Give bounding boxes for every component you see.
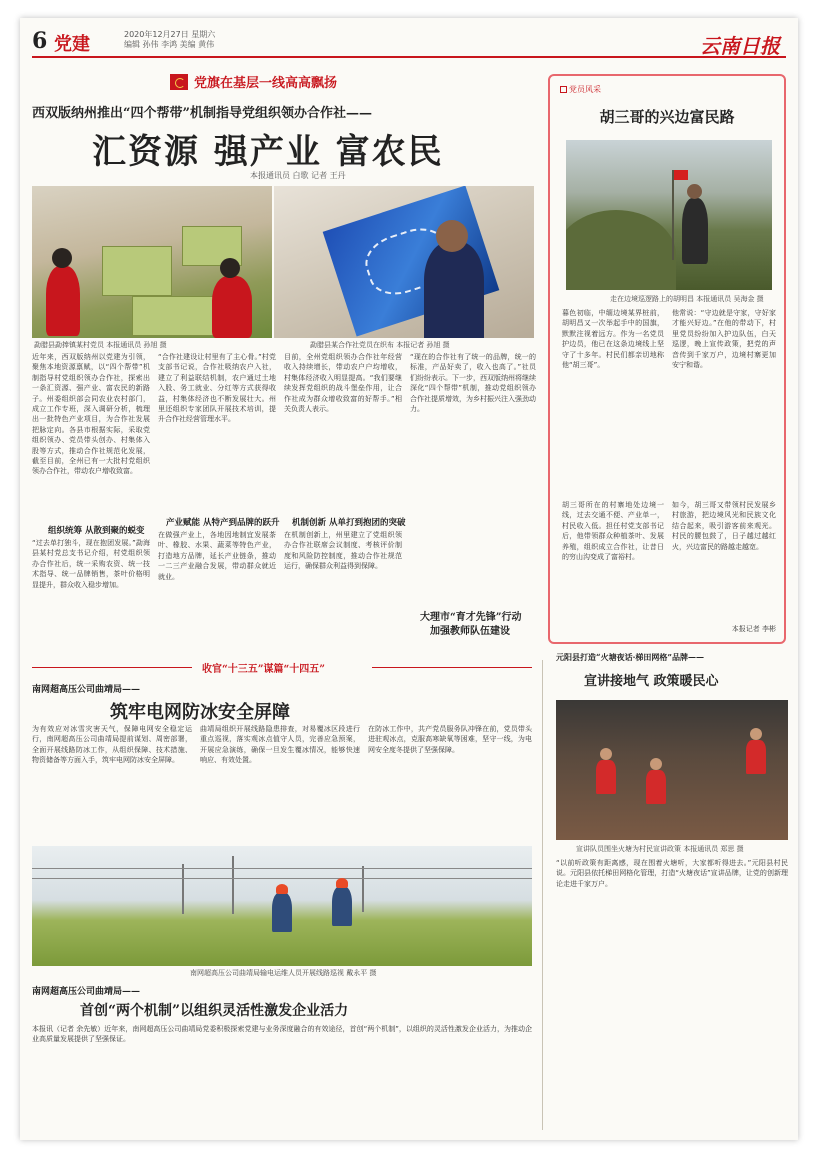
lead-photo-1-caption: 勐腊县勐捧镇某村党员 本报通讯员 孙旭 摄: [34, 341, 167, 349]
story1-photo: [32, 846, 532, 966]
flag-icon: [674, 170, 688, 180]
story1-kicker: 南网超高压公司曲靖局——: [32, 685, 141, 695]
section-banner: [170, 72, 470, 94]
boxed-col-2b: 如今，胡三哥又带领村民发展乡村旅游，把边境风光和民族文化结合起来，吸引游客前来观光。村民的腰包鼓了，日子越过越红火，兴边富民的路越走越宽。: [672, 501, 776, 551]
story2-col: 本报讯（记者 余先敏）近年来，南网超高压公司曲靖局党委积极探索党建与业务深度融合的有效途径，首创“两个机制”，以组织的灵活性激发企业活力，为推动企业高质量发展提供了坚强保证。: [32, 1025, 532, 1044]
lead-headline: 汇资源 强产业 富农民: [92, 132, 444, 172]
lead-col-3: 目前，全州党组织领办合作社年经营收入持续增长，带动农户户均增收，村集体经济收入明显提高。“我们要继续发挥党组织的战斗堡垒作用，让合作社成为群众增收致富的好帮手。”相关负责人表示。: [284, 353, 402, 414]
boxed-col-2: 他常说：“守边就是守家，守好家才能兴好边。”在他的带动下，村里党员纷纷加入护边队伍，白天巡逻，晚上宣传政策，把党的声音传到千家万户，边境村寨更加安宁和谐。: [672, 309, 776, 370]
header-meta: [124, 30, 215, 50]
newspaper-page: [20, 18, 798, 1140]
story1-col-2: 曲靖局组织开展线路隐患排查，对易覆冰区段进行重点巡视，落实观冰点值守人员，完善应急预案，开展应急演练，确保一旦发生覆冰情况，能够快速响应、有效处置。: [200, 725, 360, 765]
lead-col-3b: 在机制创新上，州里建立了党组织领办合作社联席会议制度、考核评价制度和风险防控制度，推动合作社规范运行，确保群众利益得到保障。: [284, 531, 402, 571]
story4-title-b: 宣讲接地气 政策暖民心: [584, 674, 719, 689]
boxed-col-1b: 胡三哥所在的村寨地处边境一线，过去交通不便、产业单一，村民收入低。担任村党支部书记后，他带领群众种植茶叶、发展养殖，组织成立合作社，让昔日的穷山沟变成了富裕村。: [562, 501, 664, 562]
lead-photo-2: [274, 186, 534, 338]
lead-subhead-3: 机制创新 从单打到抱团的突破: [292, 518, 406, 528]
story2-kicker: 南网超高压公司曲靖局——: [32, 987, 141, 997]
page-header: [32, 28, 786, 58]
story4-photo: [556, 700, 788, 840]
lead-col-2b: 在做强产业上，各地因地制宜发展茶叶、橡胶、水果、蔬菜等特色产业，打造地方品牌，延长产业链条，推动一二三产业融合发展，带动群众就近就业。: [158, 531, 276, 581]
boxed-col-1: 暮色初临，中缅边境某界桩前，胡明昌又一次举起手中的国旗，默默注视着远方。作为一名党员护边员，他已在这条边境线上坚守了十多年。村民们都亲切地称他“胡三哥”。: [562, 309, 664, 370]
page-number: 6: [32, 28, 48, 54]
story3-title-b: 加强教师队伍建设: [430, 626, 510, 637]
boxed-title: 胡三哥的兴边富民路: [599, 108, 735, 126]
story1-photo-caption: 南网超高压公司曲靖局输电运维人员开展线路巡视 戴永平 摄: [190, 969, 377, 977]
lead-byline: 本报通讯员 白歌 记者 王丹: [250, 171, 346, 180]
story1-title: 筑牢电网防冰安全屏障: [110, 702, 290, 723]
party-flag-icon: [170, 74, 188, 90]
lead-photo-2-caption: 勐腊县某合作社党员在织布 本报记者 孙旭 摄: [310, 341, 450, 349]
section-name: 党建: [54, 34, 90, 55]
date-line: 2020年12月27日 星期六: [124, 30, 216, 39]
lead-kicker: 西双版纳州推出“四个帮带”机制指导党组织领办合作社——: [32, 106, 372, 121]
tag-icon: [560, 86, 567, 93]
story4-photo-caption: 宣讲队员围坐火塘为村民宣讲政策 本报通讯员 郑思 摄: [576, 845, 744, 853]
boxed-article: [548, 74, 786, 644]
lead-col-4: “现在的合作社有了统一的品牌，统一的标准，产品好卖了，收入也高了。”社员们纷纷表示。下一步，西双版纳州将继续深化“四个帮带”机制，推动党组织领办合作社提质增效，为乡村振兴注入强劲动力。: [410, 353, 536, 414]
tag-label: 党员风采: [569, 85, 601, 94]
story3-title-a: 大理市“育才先锋”行动: [420, 612, 522, 623]
bottom-bar-text: 收官“十三五”谋篇“十四五”: [202, 664, 326, 675]
banner-text: 党旗在基层一线高高飘扬: [194, 76, 338, 91]
newspaper-brand: 云南日报: [700, 34, 780, 58]
story4-col: “以前听政策有距离感，现在围着火塘听，大家都听得进去。”元阳县村民说。元阳县依托梯田网格化管理，打造“火塘夜话”宣讲品牌，让党的创新理论走进千家万户。: [556, 859, 788, 888]
article-tag: [560, 84, 601, 95]
lead-col-1: 近年来，西双版纳州以党建为引领，聚焦本地资源禀赋，以“四个帮带”机制指导村党组织领办合作社，探索出一条汇资源、强产业、富农民的新路子。州委组织部会同农业农村部门，成立工作专班，深入调研分析，梳理出一批特色产业项目，为合作社发展把脉定向。各县市根据实际，采取党组织领办、党员带头创办、村集体入股等方式，推动合作社规范化发展，截至目前，全州已有一大批村党组织领办合作社，带动农户增收致富。: [32, 353, 150, 476]
boxed-photo-caption: 走在边境巡逻路上的胡明昌 本报通讯员 吴海金 摄: [610, 295, 764, 303]
lead-col-2: “合作社建设让村里有了主心骨。”村党支部书记说，合作社吸纳农户入社，建立了利益联结机制，农户通过土地入股、务工就业、分红等方式获得收益，村集体经济也不断发展壮大。州里还组织专家团队开展技术培训，提升合作社经营管理水平。: [158, 353, 276, 424]
story4-title-a: 元阳县打造“火塘夜话·梯田网格”品牌——: [556, 652, 704, 662]
boxed-author: 本报记者 李彬: [731, 625, 776, 633]
editors-line: 编辑 孙伟 李鸿 美编 黄伟: [124, 40, 215, 49]
story1-col-3: 在防冰工作中，共产党员服务队冲锋在前，党员带头进驻观冰点，克服高寒缺氧等困难，坚守一线，为电网安全度冬提供了坚强保障。: [368, 725, 532, 754]
story2-title: 首创“两个机制”以组织灵活性激发企业活力: [80, 1003, 349, 1019]
lead-photo-1: [32, 186, 272, 338]
lead-subhead-1: 组织统筹 从散到聚的蜕变: [48, 526, 145, 536]
bottom-bar: [32, 660, 532, 676]
lead-subhead-2: 产业赋能 从特产到品牌的跃升: [166, 518, 280, 528]
story1-col-1: 为有效应对冰雪灾害天气，保障电网安全稳定运行，南网超高压公司曲靖局提前谋划、周密部署，全面开展线路防冰工作，从组织保障、技术措施、物资储备等方面入手，筑牢电网防冰安全屏障。: [32, 725, 192, 765]
lead-col-1b: “过去单打独斗，现在抱团发展。”勐海县某村党总支书记介绍，村党组织领办合作社后，统一采购农资、统一技术指导、统一品牌销售，茶叶价格明显提升，群众收入稳步增加。: [32, 539, 150, 589]
boxed-photo: [566, 140, 772, 290]
